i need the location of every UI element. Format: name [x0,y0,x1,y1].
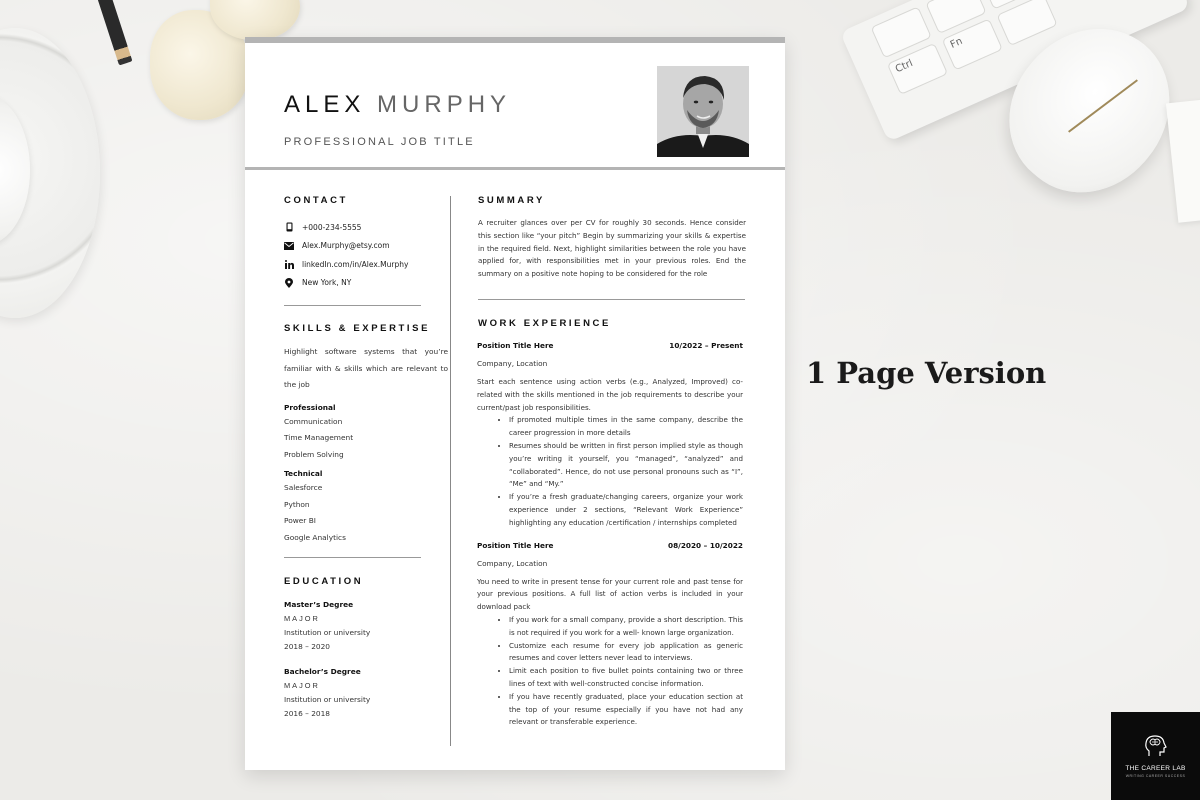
first-name: ALEX [284,91,366,118]
keyboard-key-ctrl: Ctrl [887,43,948,95]
section-divider [284,305,421,306]
skill-item: Problem Solving [284,449,344,459]
brand-badge [1111,712,1200,800]
job-bullet: • Resumes should be written in first person implied style as though you’re writing it yourself, you “managed”, “analyzed” and “collaborated”. Hence, do not use personal pronouns such as “I”, “Me” and “My.” [509,440,743,491]
job-header [477,541,743,550]
profile-photo [657,66,749,157]
brand-name: THE CAREER LAB [1125,765,1186,772]
job-bullet: • Limit each position to five bullet points containing two or three lines of text with well-constructed concise information. [509,665,743,691]
last-name: MURPHY [377,91,512,118]
resume-name [284,91,511,119]
job-bullet: • If you work for a small company, provide a short description. This is not required if you work for a well- known large organization. [509,614,743,640]
skill-item: Python [284,499,310,509]
experience-heading: WORK EXPERIENCE [478,317,611,329]
contact-email [284,237,448,256]
keyboard-key [996,0,1057,46]
skill-item: Communication [284,416,343,426]
skills-group-professional-heading: Professional [284,402,336,412]
skill-item: Time Management [284,433,354,442]
contact-linkedin [284,255,448,274]
section-divider [478,299,745,300]
degree-title: Bachelor’s Degree [284,667,361,676]
job-bullet: • Customize each resume for every job application as generic resumes and cover letters never lead to interviews. [509,640,743,666]
job-description: Start each sentence using action verbs (e.g., Analyzed, Improved) co-related with the skills mentioned in the job requirements to describe your current/past job responsibilities. [477,376,743,412]
brand-tagline: WRITING CAREER SUCCESS [1125,774,1186,778]
job-bullets [477,614,743,729]
job-dates: 08/2020 – 10/2022 [668,540,743,550]
skill-item: Salesforce [284,483,323,492]
job-company: Company, Location [477,558,548,568]
skills-intro: Highlight software systems that you’re familiar with & skills which are relevant to the job [284,347,448,389]
education-entry [284,667,448,721]
job-description: You need to write in present tense for your current role and past tense for your previous positions. A full list of action verbs is included in your download pack [477,576,743,612]
education-years: 2016 – 2018 [284,709,331,718]
job-entry [477,541,743,730]
professional-skills-list [284,414,448,464]
job-dates: 10/2022 – Present [669,340,743,350]
section-divider [284,557,421,558]
top-accent-bar [245,37,785,43]
job-entry [477,341,743,530]
keyboard-key-fn: Fn [942,18,1003,70]
summary-text: A recruiter glances over per CV for roughly 30 seconds. Hence consider this section like “your pitch” Begin by summarizing your skills & expertise in the required field. Next, highlight similarities between the role you have applied for, with responsibilities met in your previous roles. End the summary on a positive note hoping to be considered for the role [478,218,746,279]
linkedin-icon [284,259,294,269]
education-years: 2018 – 2020 [284,642,331,651]
skills-heading: SKILLS & EXPERTISE [284,323,431,334]
degree-major: MAJOR [284,681,320,690]
left-column [284,195,448,721]
linkedin-text: linkedIn.com/in/Alex.Murphy [302,259,409,269]
contact-phone [284,218,448,237]
job-position: Position Title Here [477,340,554,350]
job-bullets [477,414,743,529]
location-pin-icon [284,278,294,288]
technical-skills-list [284,480,448,546]
email-text: Alex.Murphy@etsy.com [302,241,390,251]
contact-list [284,218,448,292]
job-title: PROFESSIONAL JOB TITLE [284,136,475,148]
header-rule [245,167,785,170]
job-position: Position Title Here [477,540,554,550]
degree-major: MAJOR [284,614,320,623]
envelope-icon [284,241,294,251]
contact-heading: CONTACT [284,195,348,206]
contact-location [284,274,448,293]
job-bullet: • If you have recently graduated, place your education section at the top of your resume especially if you have not had any relevant or transferable experience. [509,691,743,729]
institution: Institution or university [284,695,371,704]
skill-item: Power BI [284,516,316,525]
location-text: New York, NY [302,278,352,288]
education-entry [284,600,448,654]
job-bullet: • If you’re a fresh graduate/changing careers, organize your work experience under 2 sections, “Relevant Work Experience” highlighting any education /certification / internships completed [509,491,743,529]
column-divider [450,196,451,746]
brain-head-logo-icon [1111,734,1200,763]
degree-title: Master’s Degree [284,600,354,609]
page-version-caption: 1 Page Version [806,356,1047,390]
institution: Institution or university [284,628,371,637]
phone-text: +000-234-5555 [302,222,362,232]
right-column [478,195,746,729]
skill-item: Google Analytics [284,532,346,542]
job-header [477,341,743,350]
skills-group-technical-heading: Technical [284,469,323,478]
phone-icon [284,222,294,232]
job-company: Company, Location [477,358,548,368]
summary-heading: SUMMARY [478,195,545,206]
education-heading: EDUCATION [284,576,364,587]
job-bullet: • If promoted multiple times in the same company, describe the career progression in more details [509,414,743,440]
resume-page [245,37,785,770]
